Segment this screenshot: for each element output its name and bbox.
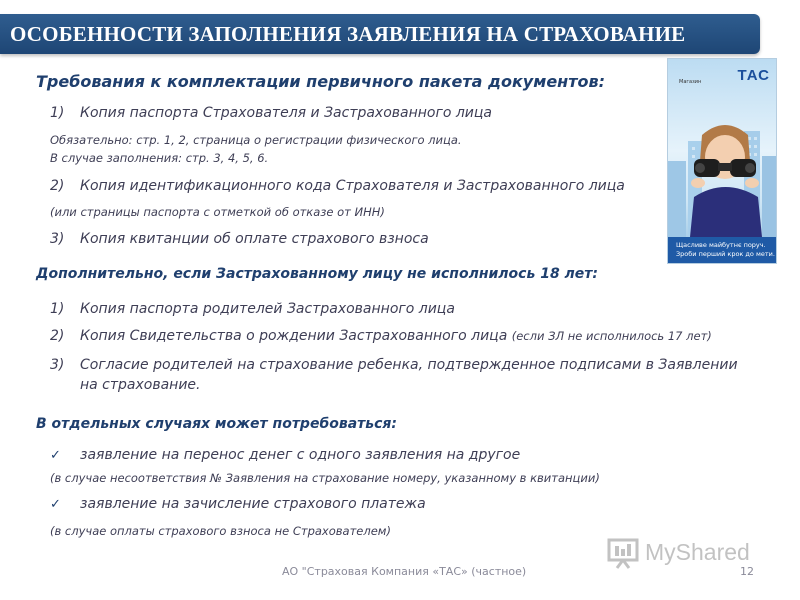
checklist-item xyxy=(50,447,520,463)
item-text: Копия паспорта Страхователя и Застрахованного лица xyxy=(80,105,493,121)
item-number: 1) xyxy=(50,301,65,317)
slide-title: ОСОБЕННОСТИ ЗАПОЛНЕНИЯ ЗАЯВЛЕНИЯ НА СТРАХОВАНИЕ xyxy=(10,22,686,46)
list-item xyxy=(50,328,712,344)
page-number: 12 xyxy=(740,565,754,578)
watermark-text: MyShared xyxy=(645,539,750,565)
checklist-item xyxy=(50,496,426,512)
list-item xyxy=(50,357,738,373)
item-number: 1) xyxy=(50,105,65,121)
item-number: 3) xyxy=(50,357,65,373)
advertisement-image xyxy=(667,58,777,264)
ad-caption xyxy=(668,237,777,263)
section-heading-primary-package: Требования к комплектации первичного пакета документов: xyxy=(36,72,606,91)
checkmark-icon: ✓ xyxy=(50,448,61,463)
list-item xyxy=(50,178,625,194)
note-line: Обязательно: стр. 1, 2, страница о регистрации физического лица. xyxy=(50,133,462,147)
item-text: Копия квитанции об оплате страхового взноса xyxy=(80,231,429,247)
ad-caption-line: Щасливе майбутнє поруч. xyxy=(676,241,766,249)
item-text: Копия паспорта родителей Застрахованного лица xyxy=(80,301,455,317)
item-text-continued: на страхование. xyxy=(80,377,201,393)
list-item xyxy=(50,231,429,247)
list-item xyxy=(50,301,455,317)
footer-text: АО "Страховая Компания «ТАС» (частное) xyxy=(282,565,527,578)
section-heading-special-cases: В отдельных случаях может потребоваться: xyxy=(36,416,398,432)
child-with-binoculars-illustration xyxy=(678,117,773,237)
ad-caption-line: Зроби перший крок до мети. xyxy=(676,250,775,258)
note-line: В случае заполнения: стр. 3, 4, 5, 6. xyxy=(50,151,269,165)
item-text: Копия Свидетельства о рождении Застрахованного лица xyxy=(80,328,508,344)
item-text: Согласие родителей на страхование ребенка, подтвержденное подписами в Заявлении xyxy=(80,357,738,373)
item-text: Копия идентификационного кода Страхователя и Застрахованного лица xyxy=(80,178,625,194)
list-item xyxy=(50,105,492,121)
item-text: заявление на зачисление страхового платежа xyxy=(80,496,426,512)
title-bar xyxy=(0,14,760,54)
item-number: 2) xyxy=(50,178,65,194)
item-note: (если ЗЛ не исполнилось 17 лет) xyxy=(511,329,712,343)
item-text: заявление на перенос денег с одного заявления на другое xyxy=(80,447,521,463)
item-number: 2) xyxy=(50,328,65,344)
note-line: (в случае несоответствия № Заявления на страхование номеру, указанному в квитанции) xyxy=(50,471,600,485)
checkmark-icon: ✓ xyxy=(50,497,61,512)
note-line: (или страницы паспорта с отметкой об отказе от ИНН) xyxy=(50,205,385,219)
tas-logo: ТАС xyxy=(737,67,770,84)
presentation-board-icon xyxy=(607,537,641,569)
ad-brand-text: Магазин xyxy=(679,79,702,85)
section-heading-under-18: Дополнительно, если Застрахованному лицу не исполнилось 18 лет: xyxy=(36,266,599,282)
note-line: (в случае оплаты страхового взноса не Страхователем) xyxy=(50,524,391,538)
item-number: 3) xyxy=(50,231,65,247)
